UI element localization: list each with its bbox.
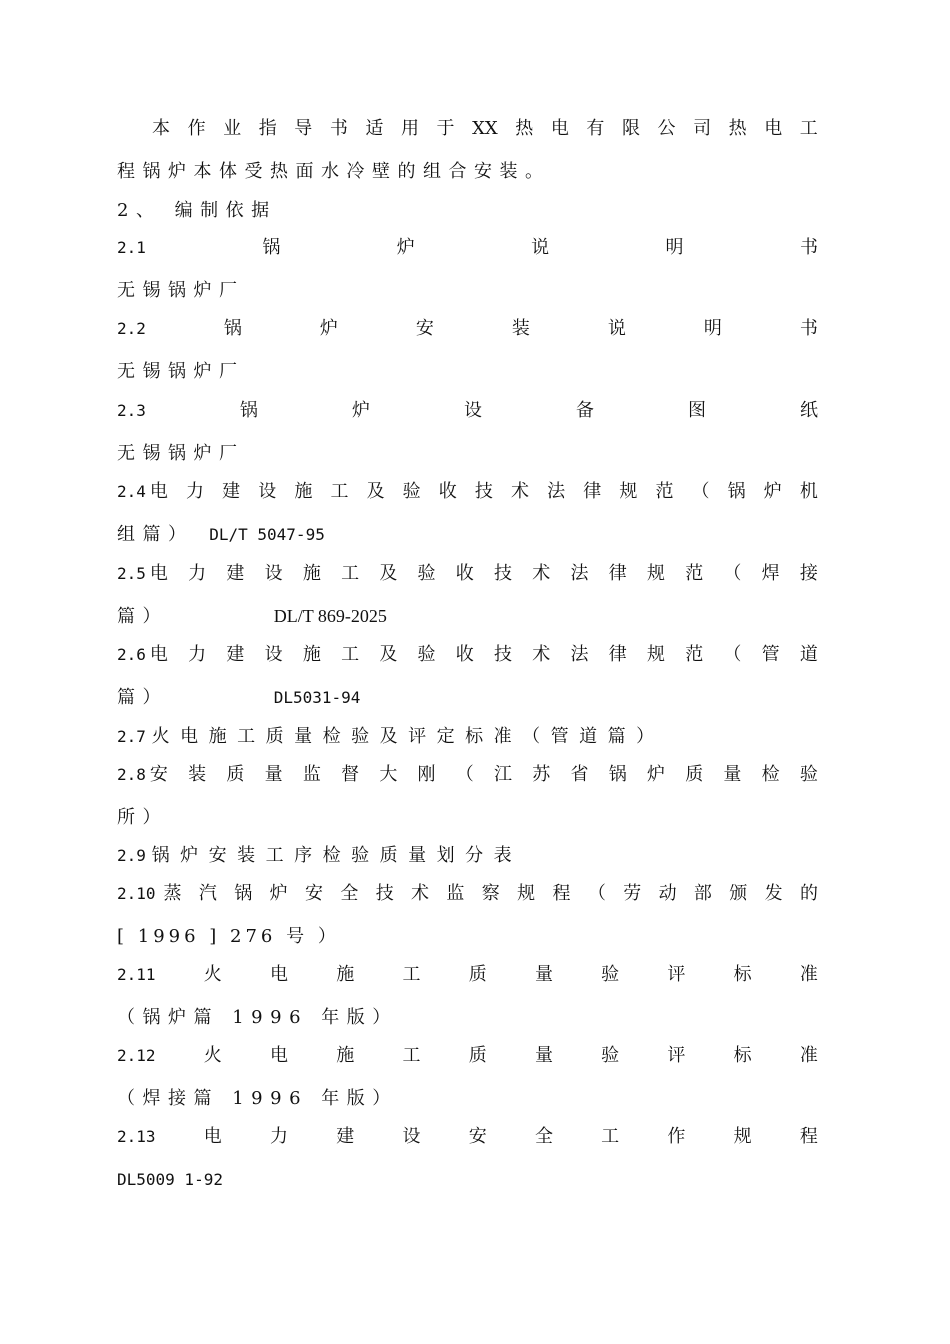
item-text xyxy=(164,882,818,906)
basis-item-2-7 xyxy=(117,725,777,749)
glyph: 汽 xyxy=(198,883,217,904)
word: 火 xyxy=(203,1045,222,1066)
word: 设 xyxy=(402,1126,421,1147)
glyph: 建 xyxy=(226,563,245,584)
item-text xyxy=(150,763,818,787)
item-number: 2.6 xyxy=(117,645,146,664)
word: 锅 xyxy=(262,237,281,258)
glyph: 全 xyxy=(340,883,359,904)
glyph: 技 xyxy=(375,883,394,904)
item-number: 2.11 xyxy=(117,965,156,984)
glyph: 程 xyxy=(552,883,571,904)
word: 电 xyxy=(270,964,288,985)
item-number: 2.13 xyxy=(117,1127,156,1146)
glyph: 焊 xyxy=(761,563,780,584)
glyph: 量 xyxy=(723,764,742,785)
basis-item-2-8-cont: 所） xyxy=(117,807,168,828)
scope-line-2: 程锅炉本体受热面水冷壁的组合安装。 xyxy=(117,161,551,182)
basis-item-2-4 xyxy=(117,480,818,504)
glyph: 技 xyxy=(494,644,513,665)
glyph: 规 xyxy=(517,883,536,904)
word: 施 xyxy=(336,1045,355,1066)
glyph: 技 xyxy=(494,563,513,584)
glyph: 验 xyxy=(417,644,436,665)
glyph: 管 xyxy=(761,644,780,665)
basis-item-2-12-cont: （焊接篇 1996 年版） xyxy=(117,1088,398,1109)
glyph: 司 xyxy=(693,118,712,139)
word: 质 xyxy=(468,1045,487,1066)
glyph: 限 xyxy=(621,118,640,139)
word: 炉 xyxy=(351,400,370,421)
item-number: 2.3 xyxy=(117,401,146,420)
standard-code: DL5031-94 xyxy=(273,688,361,707)
basis-item-2-11-cont: （锅炉篇 1996 年版） xyxy=(117,1007,398,1028)
item-number: 2.8 xyxy=(117,765,146,784)
glyph: 部 xyxy=(693,883,712,904)
word: 程 xyxy=(799,1126,818,1147)
glyph: 热 xyxy=(515,118,534,139)
glyph: 收 xyxy=(455,644,474,665)
word: 质 xyxy=(468,964,487,985)
basis-item-2-4-cont xyxy=(117,523,818,547)
glyph: 力 xyxy=(188,563,207,584)
glyph: 律 xyxy=(608,563,627,584)
glyph: （ xyxy=(723,563,742,584)
glyph: 术 xyxy=(511,481,529,502)
glyph: 蒸 xyxy=(163,883,182,904)
word: 工 xyxy=(601,1126,620,1147)
item-number: 2.7 xyxy=(117,727,146,746)
glyph: 大 xyxy=(379,764,398,785)
glyph: 电 xyxy=(149,481,168,502)
word: 规 xyxy=(733,1126,752,1147)
basis-item-2-3 xyxy=(117,399,818,423)
word: 验 xyxy=(601,964,620,985)
glyph: 法 xyxy=(570,563,589,584)
item-text-cont: 篇） xyxy=(117,687,168,708)
glyph: 术 xyxy=(411,883,430,904)
glyph: 建 xyxy=(226,644,245,665)
glyph: 的 xyxy=(800,883,818,904)
basis-item-2-3-cont: 无锡锅炉厂 xyxy=(117,443,245,464)
glyph: 机 xyxy=(799,481,818,502)
word: 施 xyxy=(336,964,355,985)
item-text-cont: 篇） xyxy=(117,606,168,627)
glyph: 电 xyxy=(149,644,168,665)
glyph: 劳 xyxy=(623,883,642,904)
word: 准 xyxy=(799,964,818,985)
item-number: 2.4 xyxy=(117,482,146,501)
item-number: 2.2 xyxy=(117,319,146,338)
glyph: 书 xyxy=(329,118,348,139)
item-text xyxy=(150,643,818,667)
glyph: 有 xyxy=(586,118,605,139)
glyph: 电 xyxy=(764,118,783,139)
word: 备 xyxy=(575,400,594,421)
glyph: 公 xyxy=(657,118,676,139)
word: 设 xyxy=(463,400,482,421)
glyph: 技 xyxy=(474,481,493,502)
glyph: 颁 xyxy=(729,883,748,904)
glyph: （ xyxy=(587,883,606,904)
item-number: 2.10 xyxy=(117,884,156,903)
glyph: 省 xyxy=(570,764,589,785)
basis-item-2-5-cont xyxy=(117,604,818,629)
glyph: 施 xyxy=(294,481,313,502)
basis-item-2-13 xyxy=(117,1125,818,1149)
glyph: 电 xyxy=(550,118,569,139)
glyph: 规 xyxy=(646,563,665,584)
glyph: 设 xyxy=(258,481,277,502)
basis-item-2-10 xyxy=(117,882,818,906)
scope-line-1 xyxy=(152,117,818,141)
word: 书 xyxy=(799,237,818,258)
glyph: 江 xyxy=(494,764,513,785)
glyph: 炉 xyxy=(763,481,782,502)
item-text: 锅炉安装工序检验质量划分表 xyxy=(151,845,523,866)
word: 评 xyxy=(667,1045,686,1066)
word: 全 xyxy=(534,1126,553,1147)
word: 锅 xyxy=(239,400,258,421)
item-number: 2.1 xyxy=(117,238,146,257)
glyph: 法 xyxy=(547,481,566,502)
glyph: 动 xyxy=(658,883,677,904)
item-number: 2.12 xyxy=(117,1046,156,1065)
word: 准 xyxy=(799,1045,818,1066)
glyph: 术 xyxy=(532,644,551,665)
word: 电 xyxy=(203,1126,222,1147)
item-number: 2.9 xyxy=(117,846,146,865)
word: 炉 xyxy=(396,237,415,258)
glyph: 指 xyxy=(258,118,277,139)
glyph: 本 xyxy=(152,118,170,139)
glyph: 力 xyxy=(186,481,205,502)
glyph: 律 xyxy=(608,644,627,665)
glyph: 验 xyxy=(417,563,436,584)
standard-code: DL/T 869-2025 xyxy=(273,606,387,626)
basis-item-2-9 xyxy=(117,844,818,868)
word: 作 xyxy=(667,1126,686,1147)
word: 图 xyxy=(687,400,706,421)
word: 验 xyxy=(601,1045,620,1066)
word: 炉 xyxy=(319,318,338,339)
glyph: 及 xyxy=(379,563,398,584)
word: 明 xyxy=(665,237,684,258)
glyph: （ xyxy=(723,644,742,665)
item-number: 2.5 xyxy=(117,564,146,583)
glyph: 接 xyxy=(799,563,818,584)
glyph: 于 xyxy=(436,118,455,139)
glyph: 建 xyxy=(222,481,241,502)
glyph: 热 xyxy=(728,118,747,139)
word: 装 xyxy=(511,318,530,339)
word: 电 xyxy=(270,1045,288,1066)
item-text xyxy=(150,562,818,586)
word: 明 xyxy=(703,318,722,339)
glyph: 术 xyxy=(532,563,551,584)
word: 说 xyxy=(531,237,550,258)
glyph: 施 xyxy=(302,563,321,584)
glyph: 施 xyxy=(302,644,321,665)
glyph: 量 xyxy=(264,764,283,785)
glyph: 用 xyxy=(400,118,419,139)
glyph: 工 xyxy=(330,481,349,502)
basis-item-2-1 xyxy=(117,236,818,260)
glyph: 道 xyxy=(799,644,818,665)
standard-code: DL/T 5047-95 xyxy=(209,525,325,544)
glyph: 锅 xyxy=(234,883,253,904)
item-text: 火电施工质量检验及评定标准（管道篇） xyxy=(151,726,665,747)
glyph: 适 xyxy=(365,118,384,139)
glyph: 律 xyxy=(583,481,602,502)
glyph: 苏 xyxy=(532,764,551,785)
glyph: 力 xyxy=(188,644,207,665)
glyph: 监 xyxy=(446,883,465,904)
word: 标 xyxy=(733,964,752,985)
word: 评 xyxy=(667,964,686,985)
glyph: 锅 xyxy=(727,481,746,502)
basis-item-2-2 xyxy=(117,317,818,341)
word: 说 xyxy=(607,318,626,339)
glyph: 设 xyxy=(264,563,283,584)
glyph: 炉 xyxy=(269,883,288,904)
glyph: 法 xyxy=(570,644,589,665)
glyph: 范 xyxy=(655,481,674,502)
glyph: 电 xyxy=(149,563,168,584)
word: 书 xyxy=(799,318,818,339)
basis-item-2-6 xyxy=(117,643,818,667)
glyph: 督 xyxy=(341,764,360,785)
glyph: 质 xyxy=(226,764,245,785)
glyph: 收 xyxy=(438,481,457,502)
word: 力 xyxy=(270,1126,288,1147)
glyph: 工 xyxy=(799,118,818,139)
glyph: 及 xyxy=(379,644,398,665)
glyph: 工 xyxy=(341,563,360,584)
word: 火 xyxy=(203,964,222,985)
glyph: 验 xyxy=(402,481,421,502)
glyph: 检 xyxy=(761,764,780,785)
glyph: 收 xyxy=(455,563,474,584)
word: 量 xyxy=(534,964,553,985)
glyph: 安 xyxy=(304,883,323,904)
glyph: 质 xyxy=(685,764,704,785)
basis-item-2-2-cont: 无锡锅炉厂 xyxy=(117,361,245,382)
word: 安 xyxy=(468,1126,487,1147)
glyph: 业 xyxy=(223,118,242,139)
item-text-cont: 组篇） xyxy=(117,524,194,545)
basis-item-2-13-cont: DL5009 1-92 xyxy=(117,1170,223,1189)
word: 安 xyxy=(415,318,434,339)
glyph: 范 xyxy=(685,563,704,584)
glyph: 验 xyxy=(799,764,818,785)
basis-item-2-11 xyxy=(117,963,818,987)
word: 量 xyxy=(534,1045,553,1066)
glyph: 规 xyxy=(646,644,665,665)
glyph: 作 xyxy=(187,118,206,139)
glyph: 监 xyxy=(302,764,321,785)
glyph: 刚 xyxy=(417,764,436,785)
glyph: 规 xyxy=(619,481,638,502)
glyph: 及 xyxy=(366,481,385,502)
glyph: 炉 xyxy=(646,764,665,785)
item-text xyxy=(150,480,818,504)
glyph: 锅 xyxy=(608,764,627,785)
glyph: 导 xyxy=(294,118,313,139)
glyph: 设 xyxy=(264,644,283,665)
basis-item-2-10-cont: [ 1996 ] 276 号 ） xyxy=(117,926,340,947)
basis-item-2-5 xyxy=(117,562,818,586)
glyph: （ xyxy=(691,481,710,502)
glyph: 察 xyxy=(481,883,500,904)
basis-item-2-8 xyxy=(117,763,818,787)
glyph: 发 xyxy=(764,883,783,904)
basis-item-2-6-cont xyxy=(117,686,818,710)
word: 锅 xyxy=(223,318,242,339)
glyph: XX xyxy=(472,118,498,139)
glyph: 装 xyxy=(188,764,207,785)
glyph: 范 xyxy=(685,644,704,665)
word: 纸 xyxy=(800,400,818,421)
word: 标 xyxy=(733,1045,752,1066)
word: 工 xyxy=(402,1045,421,1066)
glyph: 工 xyxy=(341,644,360,665)
glyph: 安 xyxy=(149,764,168,785)
word: 建 xyxy=(336,1126,355,1147)
word: 工 xyxy=(402,964,421,985)
basis-item-2-1-cont: 无锡锅炉厂 xyxy=(117,280,245,301)
basis-item-2-12 xyxy=(117,1044,818,1068)
glyph: （ xyxy=(455,764,474,785)
section-heading-basis: 2、 编制依据 xyxy=(117,200,277,221)
